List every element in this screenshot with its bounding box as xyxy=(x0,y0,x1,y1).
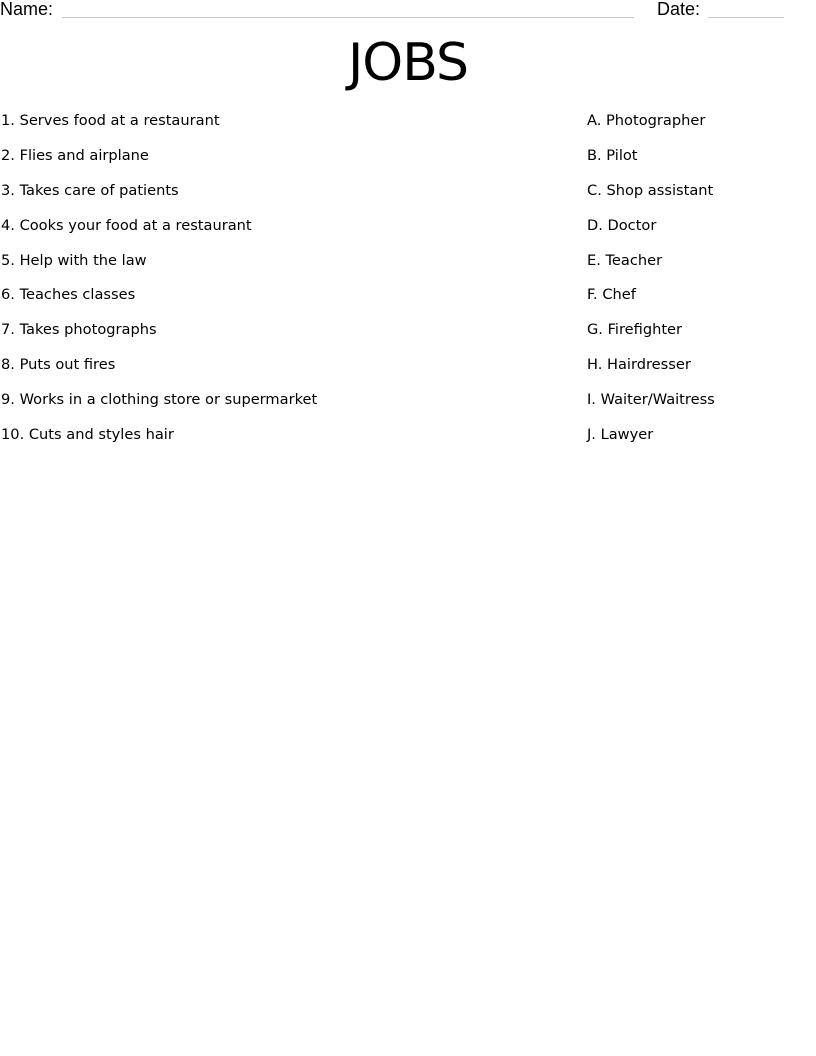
date-label: Date: xyxy=(657,0,701,19)
name-label: Name: xyxy=(0,0,54,19)
answer-item: D. Doctor xyxy=(587,216,657,234)
clue-item: 5. Help with the law xyxy=(1,251,147,269)
name-field[interactable] xyxy=(62,17,634,18)
worksheet-header xyxy=(0,0,816,22)
page-title: JOBS xyxy=(347,33,469,93)
answer-list xyxy=(587,111,807,460)
clue-list xyxy=(1,111,541,460)
clue-item: 1. Serves food at a restaurant xyxy=(1,112,220,129)
clue-item: 9. Works in a clothing store or supermarket xyxy=(1,391,318,409)
clue-item: 10. Cuts and styles hair xyxy=(1,426,174,444)
answer-item: C. Shop assistant xyxy=(587,181,714,199)
date-field[interactable] xyxy=(708,17,784,18)
clue-item: 2. Flies and airplane xyxy=(1,146,149,164)
answer-item: G. Firefighter xyxy=(587,321,683,339)
answer-item: B. Pilot xyxy=(587,146,638,164)
answer-item: A. Photographer xyxy=(587,112,706,129)
clue-item: 4. Cooks your food at a restaurant xyxy=(1,216,252,234)
clue-item: 3. Takes care of patients xyxy=(1,181,179,199)
answer-item: J. Lawyer xyxy=(587,426,654,444)
answer-item: E. Teacher xyxy=(587,251,663,269)
clue-item: 6. Teaches classes xyxy=(1,286,136,304)
clue-item: 8. Puts out fires xyxy=(1,356,116,374)
answer-item: I. Waiter/Waitress xyxy=(587,391,715,409)
answer-item: H. Hairdresser xyxy=(587,356,691,374)
answer-item: F. Chef xyxy=(587,286,636,304)
clue-item: 7. Takes photographs xyxy=(1,321,157,339)
